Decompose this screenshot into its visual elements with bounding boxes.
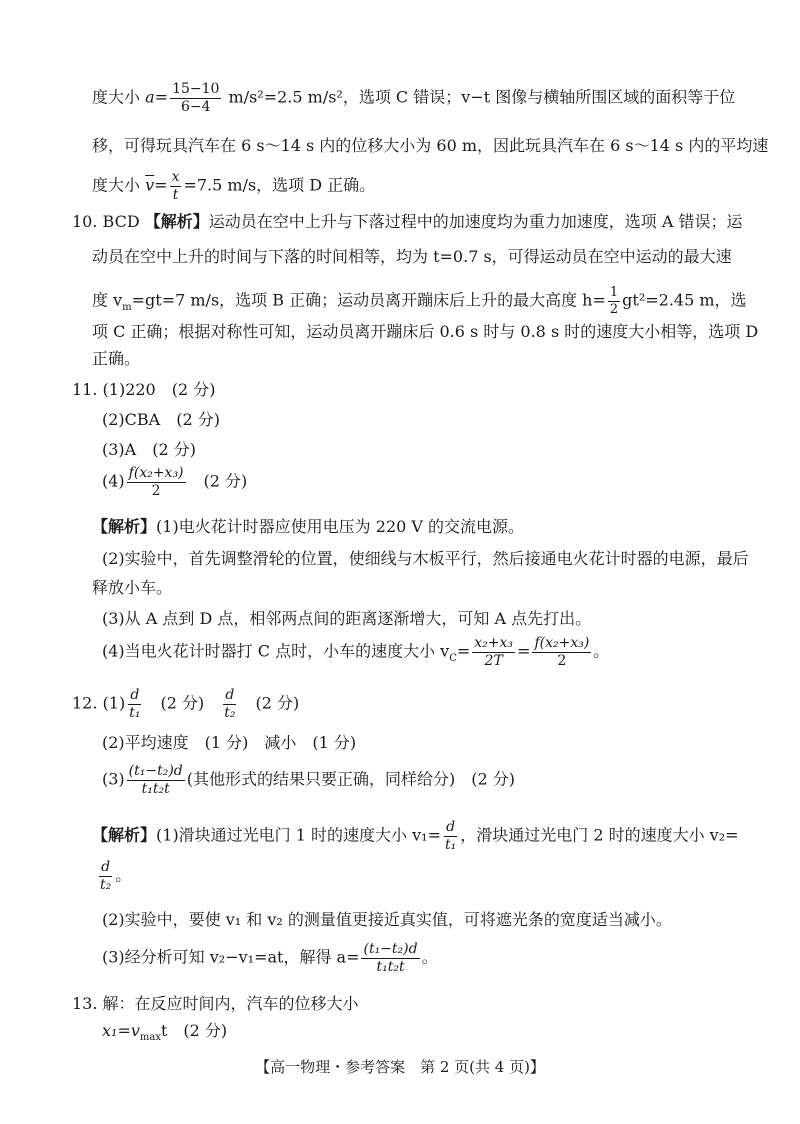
q9-text-2: 移，可得玩具汽车在 6 s～14 s 内的位移大小为 60 m，因此玩具汽车在 6 s～14 s 内的平均速	[92, 136, 769, 155]
q12-answer-3	[102, 764, 515, 796]
q13-text-2-post: t (2 分)	[160, 1021, 228, 1040]
q9-fraction-den: 6−4	[180, 98, 211, 115]
q12-a1-num1: d	[130, 687, 140, 703]
q12-e1-den: t₁	[444, 836, 457, 853]
q12-explain-1b-fraction	[98, 860, 113, 892]
q9-eq-2: =	[154, 175, 168, 195]
q11-answer-4-pre: (4)	[102, 471, 125, 491]
q9-line-3	[92, 170, 375, 202]
q11-fraction-1-den: 2T	[484, 652, 503, 669]
q12-explain-1-pre: (1)滑块通过光电门 1 时的速度大小 v₁=	[156, 825, 441, 845]
q10-text-5: 正确。	[92, 349, 141, 368]
q9-text-3: 度大小	[92, 175, 141, 195]
q11-fraction-2-num: f(x₂+x₃)	[534, 635, 590, 651]
q11-explain-1-text: (1)电火花计时器应使用电压为 220 V 的交流电源。	[156, 517, 525, 536]
q12-answer-1	[72, 688, 299, 720]
q11-explain-4-fraction-2	[532, 636, 591, 668]
q13-line-1	[72, 996, 359, 1012]
q12-a1-den2: t₂	[224, 704, 236, 721]
q11-explain-4-pre: (4)当电火花计时器打 C 点时，小车的速度大小 v	[102, 641, 450, 661]
q12-answer-1-fraction-1	[127, 688, 142, 720]
q10-number: 10. BCD	[72, 212, 140, 231]
q9-var-a: a	[145, 87, 155, 107]
q10-line-1	[72, 214, 743, 230]
q12-answer-3-post: (其他形式的结果只要正确，同样给分) (2 分)	[186, 769, 516, 789]
q11-answer-4-den: 2	[151, 482, 161, 499]
q11-explain-4: (4)当电火花计时器打 C 点时，小车的速度大小 $v_C=$ $\frac{\text{x₂+x₃}}{2T}$ = $\frac{\text{f(x₂+x₃)}}{2}$ 。	[102, 635, 610, 669]
q9-fraction-2-den: t	[172, 186, 179, 203]
q10-text-3-mid: =gt=7 m/s，选项 B 正确；运动员离开蹦床后上升的最大高度 h=	[131, 290, 606, 310]
q11-explain-2b-text: 释放小车。	[92, 578, 173, 597]
q11-answer-4-post: (2 分)	[203, 471, 248, 491]
q12-explain-3-pre: (3)经分析可知 v₂−v₁=at，解得 a=	[102, 947, 360, 967]
q10-line-5	[92, 351, 140, 367]
q11-eq: =	[456, 641, 471, 661]
q10-text-3-pre: 度 v	[92, 290, 123, 310]
q11-explain-3	[102, 611, 591, 627]
q11-analysis-tag: 【解析】	[92, 517, 157, 536]
q11-explain-3-text: (3)从 A 点到 D 点，相邻两点间的距离逐渐增大，可知 A 点先打出。	[102, 609, 592, 628]
q12-answer-3-fraction	[127, 764, 185, 796]
q10-line-4	[92, 324, 758, 340]
q11-answer-1-text: 11. (1)220 (2 分)	[72, 380, 216, 399]
q12-answer-3-pre: (3)	[102, 769, 125, 789]
q12-explain-2	[102, 912, 672, 928]
q10-text-3-post: gt²=2.45 m，选	[622, 290, 747, 310]
q9-fraction-num: 15−10	[172, 81, 220, 97]
q12-explain-1-post: ，滑块通过光电门 2 时的速度大小 v₂=	[460, 825, 739, 845]
q11-sub-c: C	[449, 652, 457, 664]
q11-fraction-2-den: 2	[557, 652, 567, 669]
q9-line-1	[92, 82, 735, 114]
q12-explain-3-fraction	[361, 942, 419, 974]
q11-answer-2-text: (2)CBA (2 分)	[102, 410, 220, 429]
q12-explain-1-fraction	[443, 820, 458, 852]
q9-text-3-post: =7.5 m/s，选项 D 正确。	[183, 175, 376, 195]
q9-fraction-2-num: x	[171, 169, 180, 185]
q12-e1-num: d	[446, 819, 456, 835]
q12-a1-den1: t₁	[129, 704, 141, 721]
q12-explain-1	[92, 820, 739, 852]
q10-sub-m: m	[122, 301, 132, 313]
q9-eq: =	[154, 87, 169, 107]
q12-answer-1-post: (2 分)	[255, 693, 300, 713]
q13-line-2	[102, 1023, 227, 1043]
q10-fraction-den: 2	[609, 301, 619, 317]
q11-answer-3-text: (3)A (2 分)	[102, 440, 196, 459]
q12-analysis-tag: 【解析】	[92, 825, 157, 845]
q10-text-1: 运动员在空中上升与下落过程中的加速度均为重力加速度，选项 A 错误；运	[208, 212, 743, 231]
q10-fraction	[608, 286, 620, 316]
q12-explain-3	[102, 942, 438, 974]
q12-answer-2-text: (2)平均速度 (1 分) 减小 (1 分)	[102, 733, 357, 752]
q12-a1-num2: d	[225, 687, 235, 703]
q12-answer-1-pre: 12. (1)	[72, 693, 126, 713]
q12-e1b-num: d	[101, 859, 111, 875]
q12-e1b-den: t₂	[100, 876, 112, 893]
q13-text-1: 13. 解：在反应时间内，汽车的位移大小	[72, 994, 359, 1013]
q11-explain-4-post: 。	[593, 641, 610, 661]
q13-sub-max: max	[139, 1032, 161, 1044]
q11-answer-1	[72, 382, 216, 398]
q12-explain-1b	[96, 860, 131, 892]
q12-answer-1-mid: (2 分)	[160, 693, 205, 713]
q12-answer-1-fraction-2	[222, 688, 237, 720]
q11-answer-3	[102, 442, 196, 458]
q11-explain-2a	[102, 551, 749, 567]
q10-line-3	[92, 286, 747, 316]
q11-explain-2b	[92, 580, 172, 596]
q12-explain-2-text: (2)实验中，要使 v₁ 和 v₂ 的测量值更接近真实值，可将遮光条的宽度适当减小。	[102, 910, 672, 929]
q12-e3-den: t₁t₂t	[376, 958, 405, 975]
q10-analysis-tag: 【解析】	[144, 212, 209, 231]
q9-text-post: m/s²=2.5 m/s²，选项 C 错误；v−t 图像与横轴所围区域的面积等于位	[228, 87, 736, 107]
q9-fraction-2	[170, 170, 182, 202]
q10-text-2: 动员在空中上升的时间与下落的时间相等，均为 t=0.7 s，可得运动员在空中运动的最大速	[92, 247, 732, 266]
q9-text: 度大小	[92, 87, 141, 107]
q13-text-2: x₁=v	[102, 1021, 140, 1040]
q11-answer-4	[102, 466, 247, 498]
q11-answer-4-fraction	[127, 466, 186, 498]
q9-var-vbar: $\overline{v}$	[145, 175, 155, 195]
q12-a3-num: (t₁−t₂)d	[128, 763, 183, 779]
q10-fraction-num: 1	[609, 285, 619, 300]
q10-text-4: 项 C 正确；根据对称性可知，运动员离开蹦床后 0.6 s 时与 0.8 s 时的速度大小相等，选项 D	[92, 322, 759, 341]
q11-explain-4-fraction-1	[472, 636, 515, 668]
q9-line-2	[92, 138, 768, 154]
q11-answer-4-num: f(x₂+x₃)	[128, 465, 184, 481]
q10-line-2	[92, 249, 732, 265]
q11-explain-1	[92, 519, 524, 535]
q12-explain-3-post: 。	[421, 947, 438, 967]
q12-explain-1b-post: 。	[115, 865, 132, 885]
page-footer-text: 【高一物理・参考答案 第 2 页(共 4 页)】	[255, 1058, 545, 1076]
q11-answer-2	[102, 412, 220, 428]
q12-a3-den: t₁t₂t	[141, 780, 170, 797]
q11-explain-2a-text: (2)实验中，首先调整滑轮的位置，使细线与木板平行，然后接通电火花计时器的电源，最后	[102, 549, 749, 568]
page-footer	[0, 1060, 800, 1075]
q12-answer-2	[102, 735, 356, 751]
q12-e3-num: (t₁−t₂)d	[363, 941, 418, 957]
q9-fraction	[170, 82, 221, 114]
q11-fraction-1-num: x₂+x₃	[474, 635, 514, 651]
